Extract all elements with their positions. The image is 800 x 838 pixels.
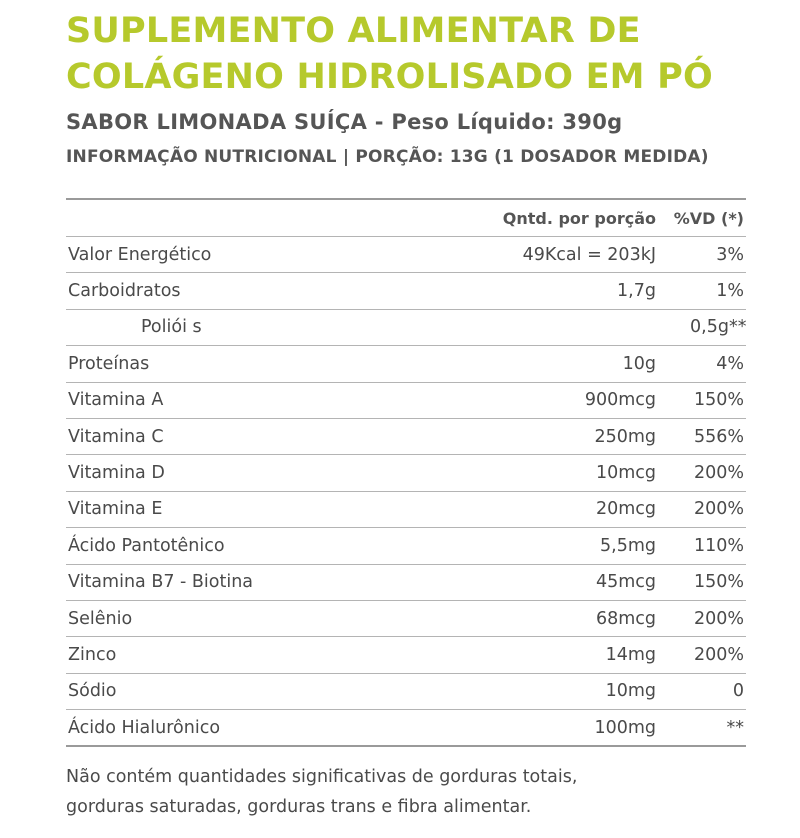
- nutrient-daily-value: 200%: [693, 463, 744, 484]
- nutrition-info-heading: INFORMAÇÃO NUTRICIONAL | PORÇÃO: 13G (1 DOSADOR MEDIDA): [66, 147, 709, 167]
- nutrient-name: Carboidratos: [68, 281, 181, 302]
- table-row: [66, 309, 746, 345]
- nutrient-quantity: 14mg: [605, 644, 656, 665]
- product-title-line-1: SUPLEMENTO ALIMENTAR DE: [66, 11, 641, 51]
- nutrient-daily-value: 150%: [693, 390, 744, 411]
- table-row: [66, 491, 746, 527]
- nutrient-quantity: 0,5g: [690, 317, 729, 338]
- nutrient-name: Vitamina B7 - Biotina: [68, 572, 254, 593]
- table-row: [66, 454, 746, 490]
- nutrient-daily-value: 200%: [693, 499, 744, 520]
- nutrient-daily-value: **: [729, 317, 747, 338]
- table-row: [66, 673, 746, 709]
- nutrient-quantity: 5,5mg: [600, 535, 656, 556]
- table-row: [66, 345, 746, 381]
- nutrient-quantity: 10mcg: [595, 463, 656, 484]
- nutrient-quantity: 900mcg: [584, 390, 656, 411]
- nutrient-daily-value: 200%: [693, 644, 744, 665]
- table-row: [66, 709, 746, 745]
- table-row: [66, 564, 746, 600]
- nutrient-quantity: 20mcg: [595, 499, 656, 520]
- nutrient-quantity: 10g: [622, 353, 656, 374]
- nutrient-quantity: 250mg: [594, 426, 656, 447]
- table-row: [66, 636, 746, 672]
- nutrient-quantity: 45mcg: [595, 572, 656, 593]
- nutrient-daily-value: 110%: [693, 535, 744, 556]
- nutrient-daily-value: 556%: [693, 426, 744, 447]
- header-quantity: Qntd. por porção: [502, 208, 656, 228]
- table-row: [66, 382, 746, 418]
- nutrient-daily-value: 150%: [693, 572, 744, 593]
- product-title-line-2: COLÁGENO HIDROLISADO EM PÓ: [66, 57, 713, 97]
- nutrient-daily-value: 200%: [693, 608, 744, 629]
- nutrient-daily-value: **: [726, 717, 744, 738]
- nutrient-name: Ácido Hialurônico: [68, 717, 221, 738]
- nutrient-quantity: 10mg: [605, 681, 656, 702]
- nutrient-name: Vitamina A: [68, 390, 164, 411]
- nutrient-name: Proteínas: [68, 353, 150, 374]
- nutrient-name: Sódio: [68, 681, 117, 702]
- nutrient-name: Zinco: [68, 644, 117, 665]
- footnote-line-1: Não contém quantidades significativas de gorduras totais,: [66, 767, 578, 787]
- nutrient-quantity: 1,7g: [617, 281, 656, 302]
- nutrient-quantity: 68mcg: [595, 608, 656, 629]
- footnote-line-2: gorduras saturadas, gorduras trans e fibra alimentar.: [66, 797, 532, 817]
- table-row: [66, 236, 746, 272]
- nutrient-name: Vitamina D: [68, 463, 165, 484]
- nutrient-daily-value: 3%: [716, 244, 744, 265]
- footnote: [66, 762, 577, 822]
- flavor-weight-subtitle: SABOR LIMONADA SUÍÇA - Peso Líquido: 390g: [66, 110, 623, 134]
- table-row: [66, 418, 746, 454]
- nutrient-daily-value: 4%: [716, 353, 744, 374]
- nutrient-quantity: 100mg: [594, 717, 656, 738]
- nutrient-name: Vitamina E: [68, 499, 163, 520]
- nutrient-daily-value: 0: [732, 681, 744, 702]
- product-title: [66, 8, 713, 100]
- nutrient-name: Poliói s: [141, 317, 202, 338]
- table-row: [66, 527, 746, 563]
- table-row: [66, 272, 746, 308]
- nutrient-name: Vitamina C: [68, 426, 164, 447]
- nutrient-name: Valor Energético: [68, 244, 212, 265]
- table-row: [66, 600, 746, 636]
- nutrient-name: Selênio: [68, 608, 133, 629]
- table-header-row: [66, 200, 746, 236]
- nutrient-daily-value: 1%: [716, 281, 744, 302]
- header-daily-value: %VD (*): [673, 208, 744, 228]
- nutrient-quantity: 49Kcal = 203kJ: [522, 244, 656, 265]
- nutrient-name: Ácido Pantotênico: [68, 535, 225, 556]
- nutrition-table: [66, 198, 746, 747]
